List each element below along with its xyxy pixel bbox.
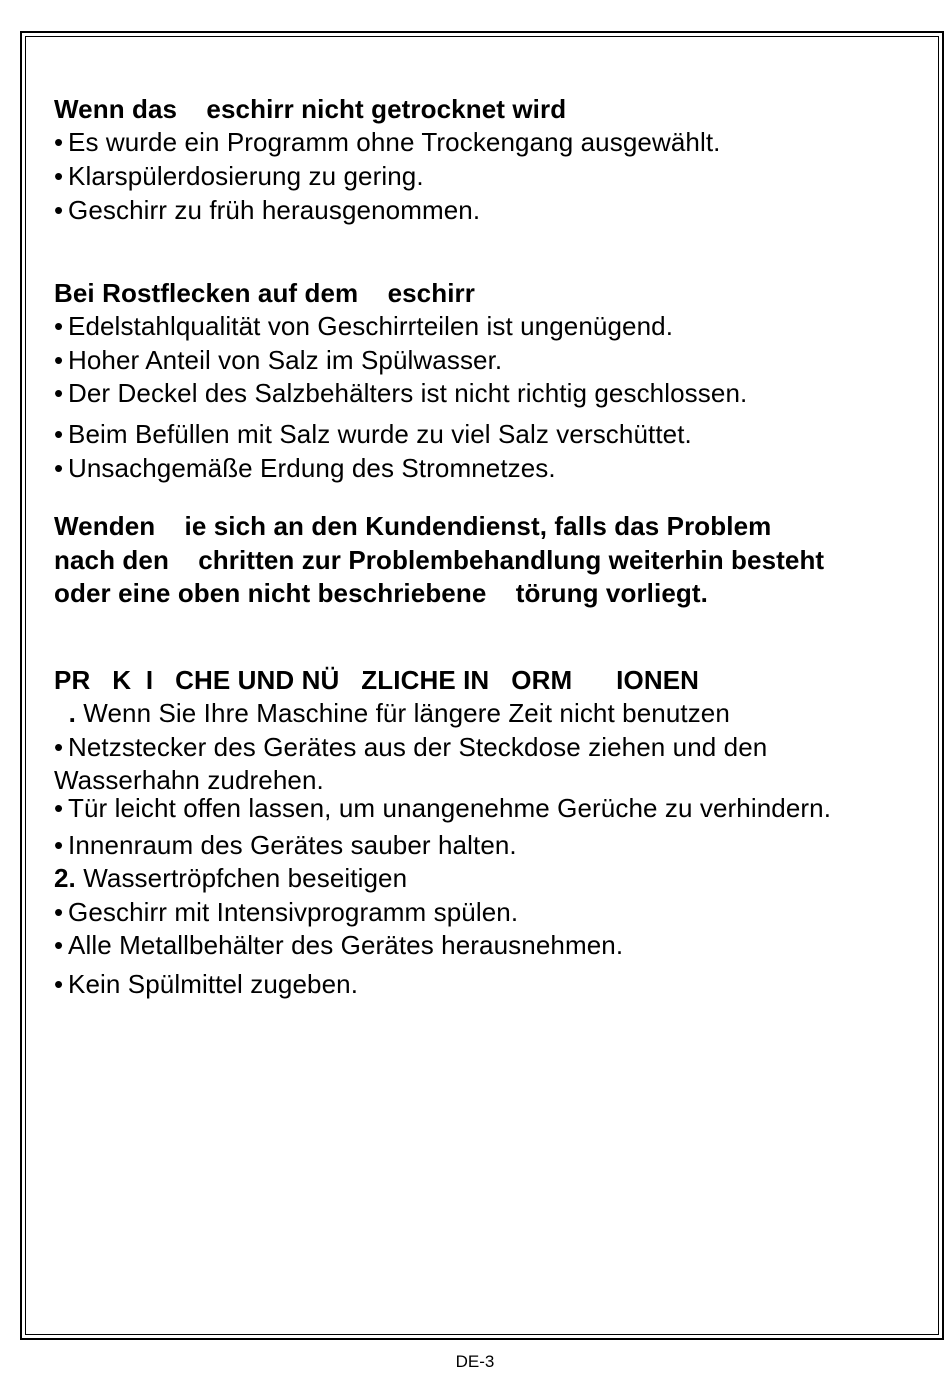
heading-not-dried: Wenn das eschirr nicht getrocknet wird	[54, 94, 567, 124]
bullet-icon: •	[54, 453, 64, 483]
bullet-icon: •	[54, 969, 64, 999]
bullet-icon: •	[54, 732, 64, 762]
heading-rust-stains: Bei Rostflecken auf dem eschirr	[54, 278, 475, 308]
bullet-icon: •	[54, 195, 64, 225]
notice-line: nach den chritten zur Problembehandlung weiterhin besteht	[54, 545, 825, 575]
list-item: • Beim Befüllen mit Salz wurde zu viel Salz verschüttet.	[54, 419, 692, 449]
notice-line: Wenden ie sich an den Kundendienst, falls das Problem	[54, 511, 772, 541]
list-item-continuation: Wasserhahn zudrehen.	[54, 765, 324, 795]
bullet-icon: •	[54, 793, 64, 823]
bullet-icon: •	[54, 127, 64, 157]
list-item: • Netzstecker des Gerätes aus der Steckdose ziehen und den	[54, 732, 768, 762]
heading-useful-info: PR K I CHE UND NÜ ZLICHE IN ORM IONEN	[54, 665, 700, 695]
list-item: • Kein Spülmittel zugeben.	[54, 969, 359, 999]
list-item: • Es wurde ein Programm ohne Trockengang ausgewählt.	[54, 127, 721, 157]
list-item: • Tür leicht offen lassen, um unangenehme Gerüche zu verhindern.	[54, 793, 832, 823]
list-item: • Innenraum des Gerätes sauber halten.	[54, 830, 517, 860]
list-item: • Geschirr mit Intensivprogramm spülen.	[54, 897, 519, 927]
bullet-icon: •	[54, 930, 64, 960]
bullet-icon: •	[54, 345, 64, 375]
subheading-long-absence: . Wenn Sie Ihre Maschine für längere Zeit nicht benutzen	[54, 698, 730, 728]
bullet-icon: •	[54, 161, 64, 191]
notice-line: oder eine oben nicht beschriebene törung vorliegt.	[54, 578, 708, 608]
bullet-icon: •	[54, 378, 64, 408]
bullet-icon: •	[54, 311, 64, 341]
list-item: • Edelstahlqualität von Geschirrteilen ist ungenügend.	[54, 311, 674, 341]
subheading-water-drops: 2. Wassertröpfchen beseitigen	[54, 863, 408, 893]
list-item: • Der Deckel des Salzbehälters ist nicht richtig geschlossen.	[54, 378, 748, 408]
bullet-icon: •	[54, 897, 64, 927]
list-item: • Geschirr zu früh herausgenommen.	[54, 195, 481, 225]
list-item: • Hoher Anteil von Salz im Spülwasser.	[54, 345, 503, 375]
list-item: • Alle Metallbehälter des Gerätes herausnehmen.	[54, 930, 624, 960]
bullet-icon: •	[54, 830, 64, 860]
page-number: DE-3	[455, 1352, 495, 1371]
list-item: • Unsachgemäße Erdung des Stromnetzes.	[54, 453, 556, 483]
list-item: • Klarspülerdosierung zu gering.	[54, 161, 424, 191]
bullet-icon: •	[54, 419, 64, 449]
